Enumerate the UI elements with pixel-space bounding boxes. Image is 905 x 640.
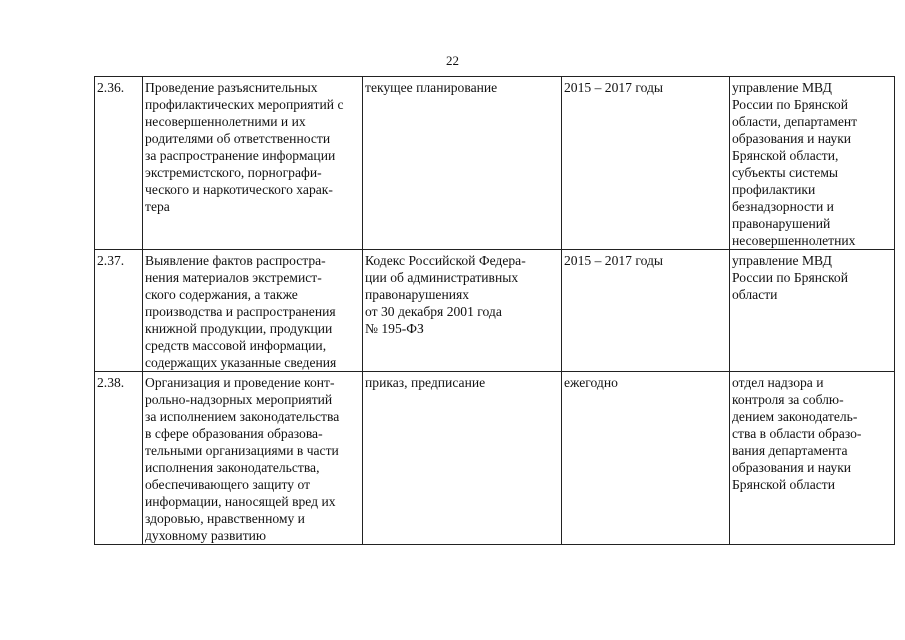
executor-text-line: образования и науки bbox=[732, 460, 852, 475]
term-cell bbox=[562, 77, 730, 250]
executor-text-line: управление МВД bbox=[732, 253, 832, 268]
measure-text-line: родителями об ответственности bbox=[145, 131, 331, 146]
basis-text-line: ции об административных bbox=[365, 270, 519, 285]
measure-text-line: за исполнением законодательства bbox=[145, 409, 340, 424]
measure-text-line: ского содержания, а также bbox=[145, 287, 298, 302]
term-cell bbox=[562, 250, 730, 372]
executor-text-line: субъекты системы bbox=[732, 165, 839, 180]
measure-text-line: книжной продукции, продукции bbox=[145, 321, 333, 336]
basis-text-line: приказ, предписание bbox=[365, 375, 486, 390]
executor-text-line: России по Брянской bbox=[732, 97, 848, 112]
basis-cell bbox=[363, 77, 562, 250]
measure-text-line: несовершеннолетними и их bbox=[145, 114, 306, 129]
measure-text-line: Проведение разъяснительных bbox=[145, 80, 318, 95]
basis-text-line: № 195-ФЗ bbox=[365, 321, 424, 336]
measure-text-line: экстремистского, порнографи- bbox=[145, 165, 322, 180]
measure-text-line: производства и распространения bbox=[145, 304, 336, 319]
row-number-cell bbox=[95, 250, 143, 372]
measure-cell bbox=[143, 77, 363, 250]
executor-text-line: отдел надзора и bbox=[732, 375, 824, 390]
executor-cell bbox=[730, 77, 895, 250]
row-number: 2.38. bbox=[97, 375, 125, 390]
measures-table bbox=[94, 76, 895, 545]
executor-text-line: ства в области образо- bbox=[732, 426, 862, 441]
table-row bbox=[95, 372, 895, 545]
executor-text-line: образования и науки bbox=[732, 131, 852, 146]
measure-text-line: исполнения законодательства, bbox=[145, 460, 320, 475]
basis-cell bbox=[363, 372, 562, 545]
executor-text-line: несовершеннолетних bbox=[732, 233, 856, 248]
measure-text-line: за распространение информации bbox=[145, 148, 336, 163]
executor-text-line: России по Брянской bbox=[732, 270, 848, 285]
executor-text-line: контроля за соблю- bbox=[732, 392, 844, 407]
executor-text-line: области bbox=[732, 287, 778, 302]
measure-cell bbox=[143, 250, 363, 372]
executor-text-line: области, департамент bbox=[732, 114, 858, 129]
term-text-line: 2015 – 2017 годы bbox=[564, 253, 664, 268]
measure-text-line: информации, наносящей вред их bbox=[145, 494, 336, 509]
measure-text-line: обеспечивающего защиту от bbox=[145, 477, 311, 492]
measure-text-line: духовному развитию bbox=[145, 528, 267, 543]
basis-text-line: от 30 декабря 2001 года bbox=[365, 304, 502, 319]
executor-text-line: Брянской области, bbox=[732, 148, 839, 163]
executor-text-line: правонарушений bbox=[732, 216, 831, 231]
row-number: 2.37. bbox=[97, 253, 125, 268]
measure-text-line: содержащих указанные сведения bbox=[145, 355, 337, 370]
measure-cell bbox=[143, 372, 363, 545]
measure-text-line: профилактических мероприятий с bbox=[145, 97, 344, 112]
basis-text-line: Кодекс Российской Федера- bbox=[365, 253, 526, 268]
executor-text-line: Брянской области bbox=[732, 477, 835, 492]
table-row bbox=[95, 77, 895, 250]
measure-text-line: нения материалов экстремист- bbox=[145, 270, 322, 285]
row-number-cell bbox=[95, 77, 143, 250]
executor-text-line: управление МВД bbox=[732, 80, 832, 95]
executor-text-line: дением законодатель- bbox=[732, 409, 858, 424]
executor-text-line: профилактики bbox=[732, 182, 816, 197]
executor-cell bbox=[730, 250, 895, 372]
measure-text-line: Выявление фактов распростра- bbox=[145, 253, 326, 268]
measure-text-line: рольно-надзорных мероприятий bbox=[145, 392, 333, 407]
executor-cell bbox=[730, 372, 895, 545]
executor-text-line: безнадзорности и bbox=[732, 199, 834, 214]
measure-text-line: здоровью, нравственному и bbox=[145, 511, 305, 526]
basis-cell bbox=[363, 250, 562, 372]
measure-text-line: Организация и проведение конт- bbox=[145, 375, 335, 390]
measure-text-line: ческого и наркотического харак- bbox=[145, 182, 333, 197]
row-number-cell bbox=[95, 372, 143, 545]
measure-text-line: в сфере образования образова- bbox=[145, 426, 323, 441]
measure-text-line: тельными организациями в части bbox=[145, 443, 339, 458]
basis-text-line: правонарушениях bbox=[365, 287, 470, 302]
term-text-line: 2015 – 2017 годы bbox=[564, 80, 664, 95]
table-row bbox=[95, 250, 895, 372]
executor-text-line: вания департамента bbox=[732, 443, 848, 458]
term-text-line: ежегодно bbox=[564, 375, 618, 390]
measure-text-line: средств массовой информации, bbox=[145, 338, 327, 353]
measure-text-line: тера bbox=[145, 199, 170, 214]
page-number: 22 bbox=[446, 53, 459, 68]
term-cell bbox=[562, 372, 730, 545]
basis-text-line: текущее планирование bbox=[365, 80, 498, 95]
row-number: 2.36. bbox=[97, 80, 125, 95]
